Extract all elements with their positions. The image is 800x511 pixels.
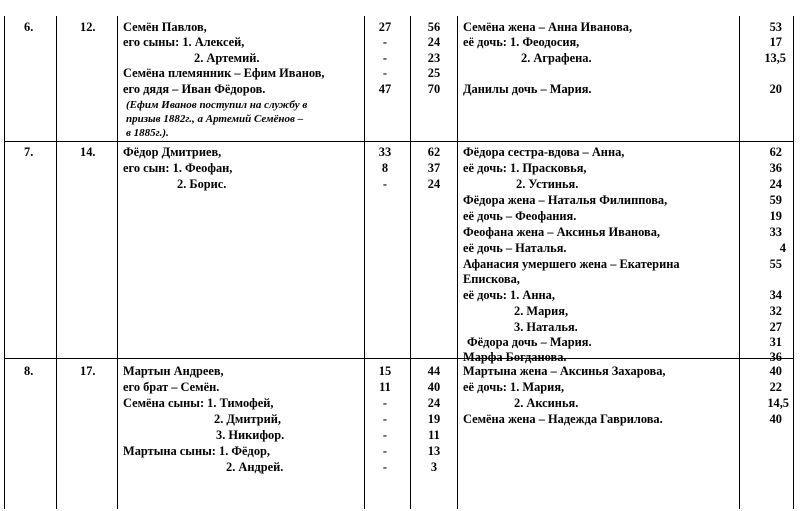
- male-entry: его сын: 1. Феофан,: [123, 161, 233, 175]
- female-age: 17: [769, 35, 782, 49]
- male-value: -: [382, 444, 388, 458]
- female-entry: 2. Аграфена.: [521, 51, 592, 65]
- female-age: 40: [769, 364, 782, 378]
- male-entry: Мартын Андреев,: [123, 364, 224, 378]
- male-value: -: [382, 51, 388, 65]
- row-number: 7.: [24, 145, 34, 159]
- female-age: 32: [769, 304, 782, 318]
- male-age: 13: [427, 444, 441, 458]
- male-age: 25: [427, 66, 441, 80]
- female-age: 59: [769, 193, 782, 207]
- male-age: 44: [427, 364, 441, 378]
- male-value: 27: [378, 20, 392, 34]
- male-entry: Семёна сыны: 1. Тимофей,: [123, 396, 274, 410]
- male-value: -: [382, 460, 388, 474]
- female-age: 27: [769, 320, 782, 334]
- note-line: призыв 1882г., а Артемий Семёнов –: [126, 113, 304, 125]
- female-age: 36: [769, 350, 782, 364]
- female-entry: Фёдора дочь – Мария.: [467, 335, 592, 349]
- female-age: 40: [769, 412, 782, 426]
- column-divider: [739, 16, 740, 509]
- table-border-right: [793, 16, 794, 509]
- female-entry: её дочь – Наталья.: [463, 241, 567, 255]
- female-age: 55: [769, 257, 782, 271]
- house-number: 12.: [80, 20, 96, 34]
- row-number: 6.: [24, 20, 34, 34]
- male-value: -: [382, 396, 388, 410]
- female-entry: её дочь – Феофания.: [463, 209, 577, 223]
- female-entry: Мартына жена – Аксинья Захарова,: [463, 364, 666, 378]
- male-entry: его брат – Семён.: [123, 380, 220, 394]
- male-age: 70: [427, 82, 441, 96]
- male-entry: 2. Андрей.: [226, 460, 284, 474]
- male-entry: Мартына сыны: 1. Фёдор,: [123, 444, 271, 458]
- male-value: 15: [378, 364, 392, 378]
- female-age: 22: [769, 380, 782, 394]
- female-age: 34: [769, 288, 782, 302]
- female-entry: 2. Мария,: [514, 304, 569, 318]
- female-age: 53: [769, 20, 782, 34]
- male-value: -: [382, 412, 388, 426]
- male-entry: 2. Артемий.: [194, 51, 260, 65]
- female-entry: 2. Аксинья.: [514, 396, 579, 410]
- male-entry: его сыны: 1. Алексей,: [123, 35, 245, 49]
- column-divider: [364, 16, 365, 509]
- male-entry: 2. Дмитрий,: [214, 412, 281, 426]
- male-age: 3: [430, 460, 438, 474]
- female-entry: её дочь: 1. Прасковья,: [463, 161, 587, 175]
- row-number: 8.: [24, 364, 34, 378]
- female-entry: Семёна жена – Анна Иванова,: [463, 20, 633, 34]
- female-entry: Данилы дочь – Мария.: [463, 82, 592, 96]
- male-age: 19: [427, 412, 441, 426]
- male-age: 11: [428, 428, 440, 442]
- male-age: 56: [427, 20, 441, 34]
- female-entry: её дочь: 1. Анна,: [463, 288, 555, 302]
- male-value: 47: [378, 82, 392, 96]
- female-entry: Семёна жена – Надежда Гаврилова.: [463, 412, 663, 426]
- column-divider: [457, 16, 458, 509]
- note-line: (Ефим Иванов поступил на службу в: [126, 99, 308, 111]
- male-value: 8: [381, 161, 389, 175]
- female-entry: Фёдора жена – Наталья Филиппова,: [463, 193, 668, 207]
- male-value: 11: [379, 380, 391, 394]
- male-entry: Семёна племянник – Ефим Иванов,: [123, 66, 325, 80]
- female-age: 19: [769, 209, 782, 223]
- female-age: 62: [769, 145, 782, 159]
- female-age: 31: [769, 335, 782, 349]
- male-age: 23: [427, 51, 441, 65]
- house-number: 14.: [80, 145, 96, 159]
- female-entry: 2. Устинья.: [516, 177, 579, 191]
- male-value: -: [382, 66, 388, 80]
- female-age: 20: [769, 82, 782, 96]
- female-entry: Фёдора сестра-вдова – Анна,: [463, 145, 625, 159]
- female-age: 24: [769, 177, 782, 191]
- column-divider: [117, 16, 118, 509]
- house-number: 17.: [80, 364, 96, 378]
- male-age: 62: [427, 145, 441, 159]
- male-age: 40: [427, 380, 441, 394]
- male-entry: 3. Никифор.: [216, 428, 285, 442]
- female-entry: Марфа Богданова.: [463, 350, 567, 364]
- male-entry: Фёдор Дмитриев,: [123, 145, 222, 159]
- column-divider: [56, 16, 57, 509]
- row-divider: [4, 358, 794, 359]
- female-age: 14,5: [767, 396, 789, 410]
- male-age: 24: [427, 35, 441, 49]
- male-age: 24: [427, 177, 441, 191]
- male-entry: Семён Павлов,: [123, 20, 207, 34]
- male-age: 37: [427, 161, 441, 175]
- male-value: -: [382, 428, 388, 442]
- female-age: 4: [779, 241, 786, 255]
- male-entry: 2. Борис.: [177, 177, 227, 191]
- female-entry: её дочь: 1. Феодосия,: [463, 35, 580, 49]
- male-age: 24: [427, 396, 441, 410]
- note-line: в 1885г.).: [126, 127, 169, 139]
- female-entry: её дочь: 1. Мария,: [463, 380, 565, 394]
- column-divider: [410, 16, 411, 509]
- row-divider: [4, 141, 794, 142]
- male-value: 33: [378, 145, 392, 159]
- male-value: -: [382, 35, 388, 49]
- census-table: [4, 4, 794, 509]
- male-value: -: [382, 177, 388, 191]
- female-entry: Феофана жена – Аксинья Иванова,: [463, 225, 661, 239]
- male-entry: его дядя – Иван Фёдоров.: [123, 82, 266, 96]
- female-age: 36: [769, 161, 782, 175]
- female-age: 33: [769, 225, 782, 239]
- female-age: 13,5: [764, 51, 786, 65]
- female-entry: Епискова,: [463, 272, 520, 286]
- table-border-left: [4, 16, 5, 509]
- female-entry: 3. Наталья.: [514, 320, 578, 334]
- female-entry: Афанасия умершего жена – Екатерина: [463, 257, 680, 271]
